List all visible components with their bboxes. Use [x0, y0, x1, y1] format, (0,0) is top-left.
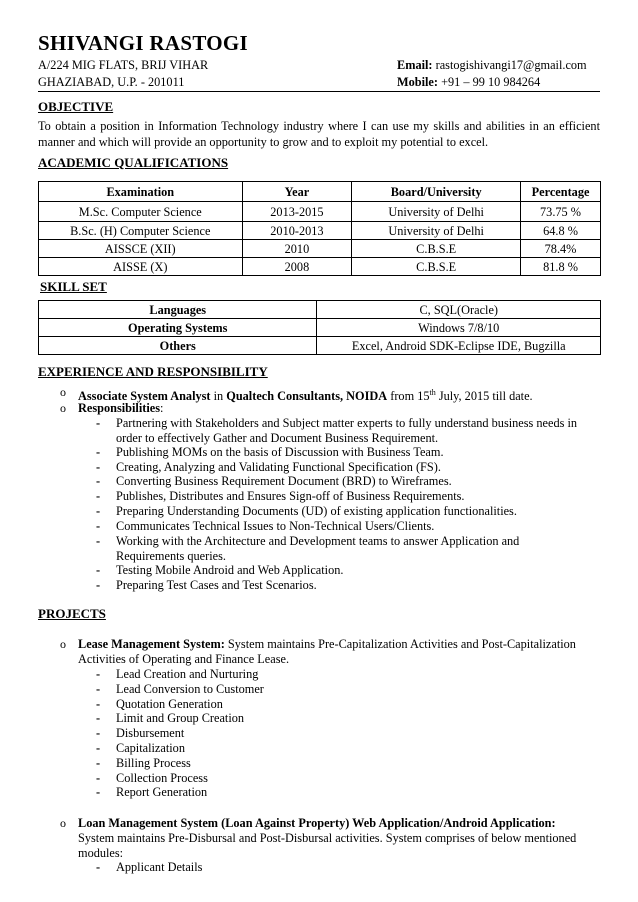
list-item: Collection Process — [116, 771, 208, 785]
table-cell: AISSE (X) — [39, 258, 243, 276]
role-date: July, 2015 till date. — [435, 389, 533, 404]
dash-bullet-icon: - — [96, 667, 101, 681]
table-cell: 2013-2015 — [242, 202, 352, 222]
project-2-title: Loan Management System (Loan Against Property) Web Application/Android Application: — [78, 816, 556, 830]
dash-bullet-icon: - — [96, 563, 101, 577]
table-row — [39, 319, 601, 337]
address-line-2: GHAZIABAD, U.P. - 201011 — [38, 75, 185, 89]
academic-header-row — [39, 182, 601, 202]
col-header: Percentage — [521, 182, 601, 202]
table-cell: 2010-2013 — [242, 222, 352, 240]
dash-bullet-icon: - — [96, 578, 101, 592]
list-item: Creating, Analyzing and Validating Functional Specification (FS). — [116, 460, 441, 474]
col-header: Year — [242, 182, 352, 202]
header-divider — [38, 91, 600, 92]
responsibilities-label-line — [78, 401, 600, 416]
circle-bullet-icon: o — [60, 637, 66, 651]
col-header: Board/University — [352, 182, 521, 202]
dash-bullet-icon: - — [96, 460, 101, 474]
academic-table — [38, 181, 601, 276]
table-cell: AISSCE (XII) — [39, 240, 243, 258]
project-1-title: Lease Management System: — [78, 637, 225, 651]
dash-bullet-icon: - — [96, 711, 101, 725]
mobile-label: Mobile: — [397, 75, 438, 89]
circle-bullet-icon: o — [60, 385, 66, 399]
dash-bullet-icon: - — [96, 445, 101, 459]
skill-category: Others — [39, 337, 317, 355]
projects-heading: PROJECTS — [38, 606, 106, 621]
table-row — [39, 202, 601, 222]
date-suffix: th — [429, 388, 436, 397]
role-title: Associate System Analyst — [78, 389, 211, 404]
dash-bullet-icon: - — [96, 771, 101, 785]
list-item: Billing Process — [116, 756, 191, 770]
list-item: Converting Business Requirement Document (BRD) to Wireframes. — [116, 474, 452, 488]
objective-heading: OBJECTIVE — [38, 99, 114, 114]
skill-value: Windows 7/8/10 — [317, 319, 601, 337]
mobile-line — [397, 75, 540, 90]
list-item: Publishes, Distributes and Ensures Sign-off of Business Requirements. — [116, 489, 465, 503]
list-item: Report Generation — [116, 785, 208, 799]
skill-category: Operating Systems — [39, 319, 317, 337]
email-line — [397, 58, 587, 73]
dash-bullet-icon: - — [96, 682, 101, 696]
table-row — [39, 222, 601, 240]
role-in: in — [210, 389, 227, 404]
list-item: Publishing MOMs on the basis of Discussion with Business Team. — [116, 445, 444, 459]
skill-value: C, SQL(Oracle) — [317, 301, 601, 319]
list-item: Preparing Test Cases and Test Scenarios. — [116, 578, 317, 592]
table-cell: 73.75 % — [521, 202, 601, 222]
list-item: Limit and Group Creation — [116, 711, 245, 725]
dash-bullet-icon: - — [96, 756, 101, 770]
mobile-value: +91 – 99 10 984264 — [441, 75, 541, 89]
email-value: rastogishivangi17@gmail.com — [435, 58, 587, 72]
table-cell: 64.8 % — [521, 222, 601, 240]
table-cell: 78.4% — [521, 240, 601, 258]
table-cell: University of Delhi — [352, 222, 521, 240]
table-cell: 2008 — [242, 258, 352, 276]
skill-value: Excel, Android SDK-Eclipse IDE, Bugzilla — [317, 337, 601, 355]
list-item: Partnering with Stakeholders and Subject matter experts to fully understand business needs in order to effectively Gather and Document Business Requirement. — [116, 416, 578, 445]
company-name: Qualtech Consultants, NOIDA — [226, 389, 388, 404]
col-header: Examination — [39, 182, 243, 202]
responsibilities-colon: : — [160, 401, 164, 415]
project-2-description — [78, 816, 600, 861]
dash-bullet-icon: - — [96, 519, 101, 533]
list-item: Applicant Details — [116, 860, 203, 874]
dash-bullet-icon: - — [96, 504, 101, 518]
objective-text: To obtain a position in Information Technology industry where I can use my skills and abilities in an efficient manner and which will provide an opportunity to grow and to exploit my potential to excel. — [38, 119, 600, 149]
project-1-desc: System maintains Pre-Capitalization Activities and Post-Capitalization Activities of Operating and Finance Lease. — [78, 637, 576, 666]
circle-bullet-icon: o — [60, 816, 66, 830]
list-item: Preparing Understanding Documents (UD) of existing application functionalities. — [116, 504, 517, 518]
table-row — [39, 258, 601, 276]
skills-heading: SKILL SET — [40, 279, 107, 294]
table-cell: 81.8 % — [521, 258, 601, 276]
project-1-description — [78, 637, 600, 667]
responsibilities-label: Responsibilities — [78, 401, 160, 415]
table-cell: M.Sc. Computer Science — [39, 202, 243, 222]
candidate-name: SHIVANGI RASTOGI — [38, 31, 249, 55]
dash-bullet-icon: - — [96, 474, 101, 488]
table-cell: C.B.S.E — [352, 240, 521, 258]
list-item: Communicates Technical Issues to Non-Technical Users/Clients. — [116, 519, 435, 533]
dash-bullet-icon: - — [96, 785, 101, 799]
skills-table — [38, 300, 601, 355]
dash-bullet-icon: - — [96, 697, 101, 711]
circle-bullet-icon: o — [60, 401, 66, 415]
list-item: Quotation Generation — [116, 697, 223, 711]
role-from: from 15 — [387, 389, 430, 404]
dash-bullet-icon: - — [96, 726, 101, 740]
dash-bullet-icon: - — [96, 534, 101, 548]
table-cell: C.B.S.E — [352, 258, 521, 276]
list-item: Lead Creation and Nurturing — [116, 667, 259, 681]
list-item: Testing Mobile Android and Web Application. — [116, 563, 344, 577]
address-line-1: A/224 MIG FLATS, BRIJ VIHAR — [38, 58, 209, 72]
skill-category: Languages — [39, 301, 317, 319]
table-row — [39, 301, 601, 319]
table-cell: University of Delhi — [352, 202, 521, 222]
table-row — [39, 337, 601, 355]
dash-bullet-icon: - — [96, 416, 101, 430]
dash-bullet-icon: - — [96, 741, 101, 755]
list-item: Working with the Architecture and Development teams to answer Application and Requirements queries. — [116, 534, 520, 563]
table-cell: 2010 — [242, 240, 352, 258]
list-item: Capitalization — [116, 741, 185, 755]
experience-heading: EXPERIENCE AND RESPONSIBILITY — [38, 364, 268, 379]
list-item: Lead Conversion to Customer — [116, 682, 264, 696]
table-cell: B.Sc. (H) Computer Science — [39, 222, 243, 240]
project-2-desc: System maintains Pre-Disbursal and Post-Disbursal activities. System comprises of below mentioned modules: — [78, 831, 577, 860]
dash-bullet-icon: - — [96, 489, 101, 503]
dash-bullet-icon: - — [96, 860, 101, 874]
academic-heading: ACADEMIC QUALIFICATIONS — [38, 155, 229, 170]
table-row — [39, 240, 601, 258]
email-label: Email: — [397, 58, 433, 72]
list-item: Disbursement — [116, 726, 185, 740]
